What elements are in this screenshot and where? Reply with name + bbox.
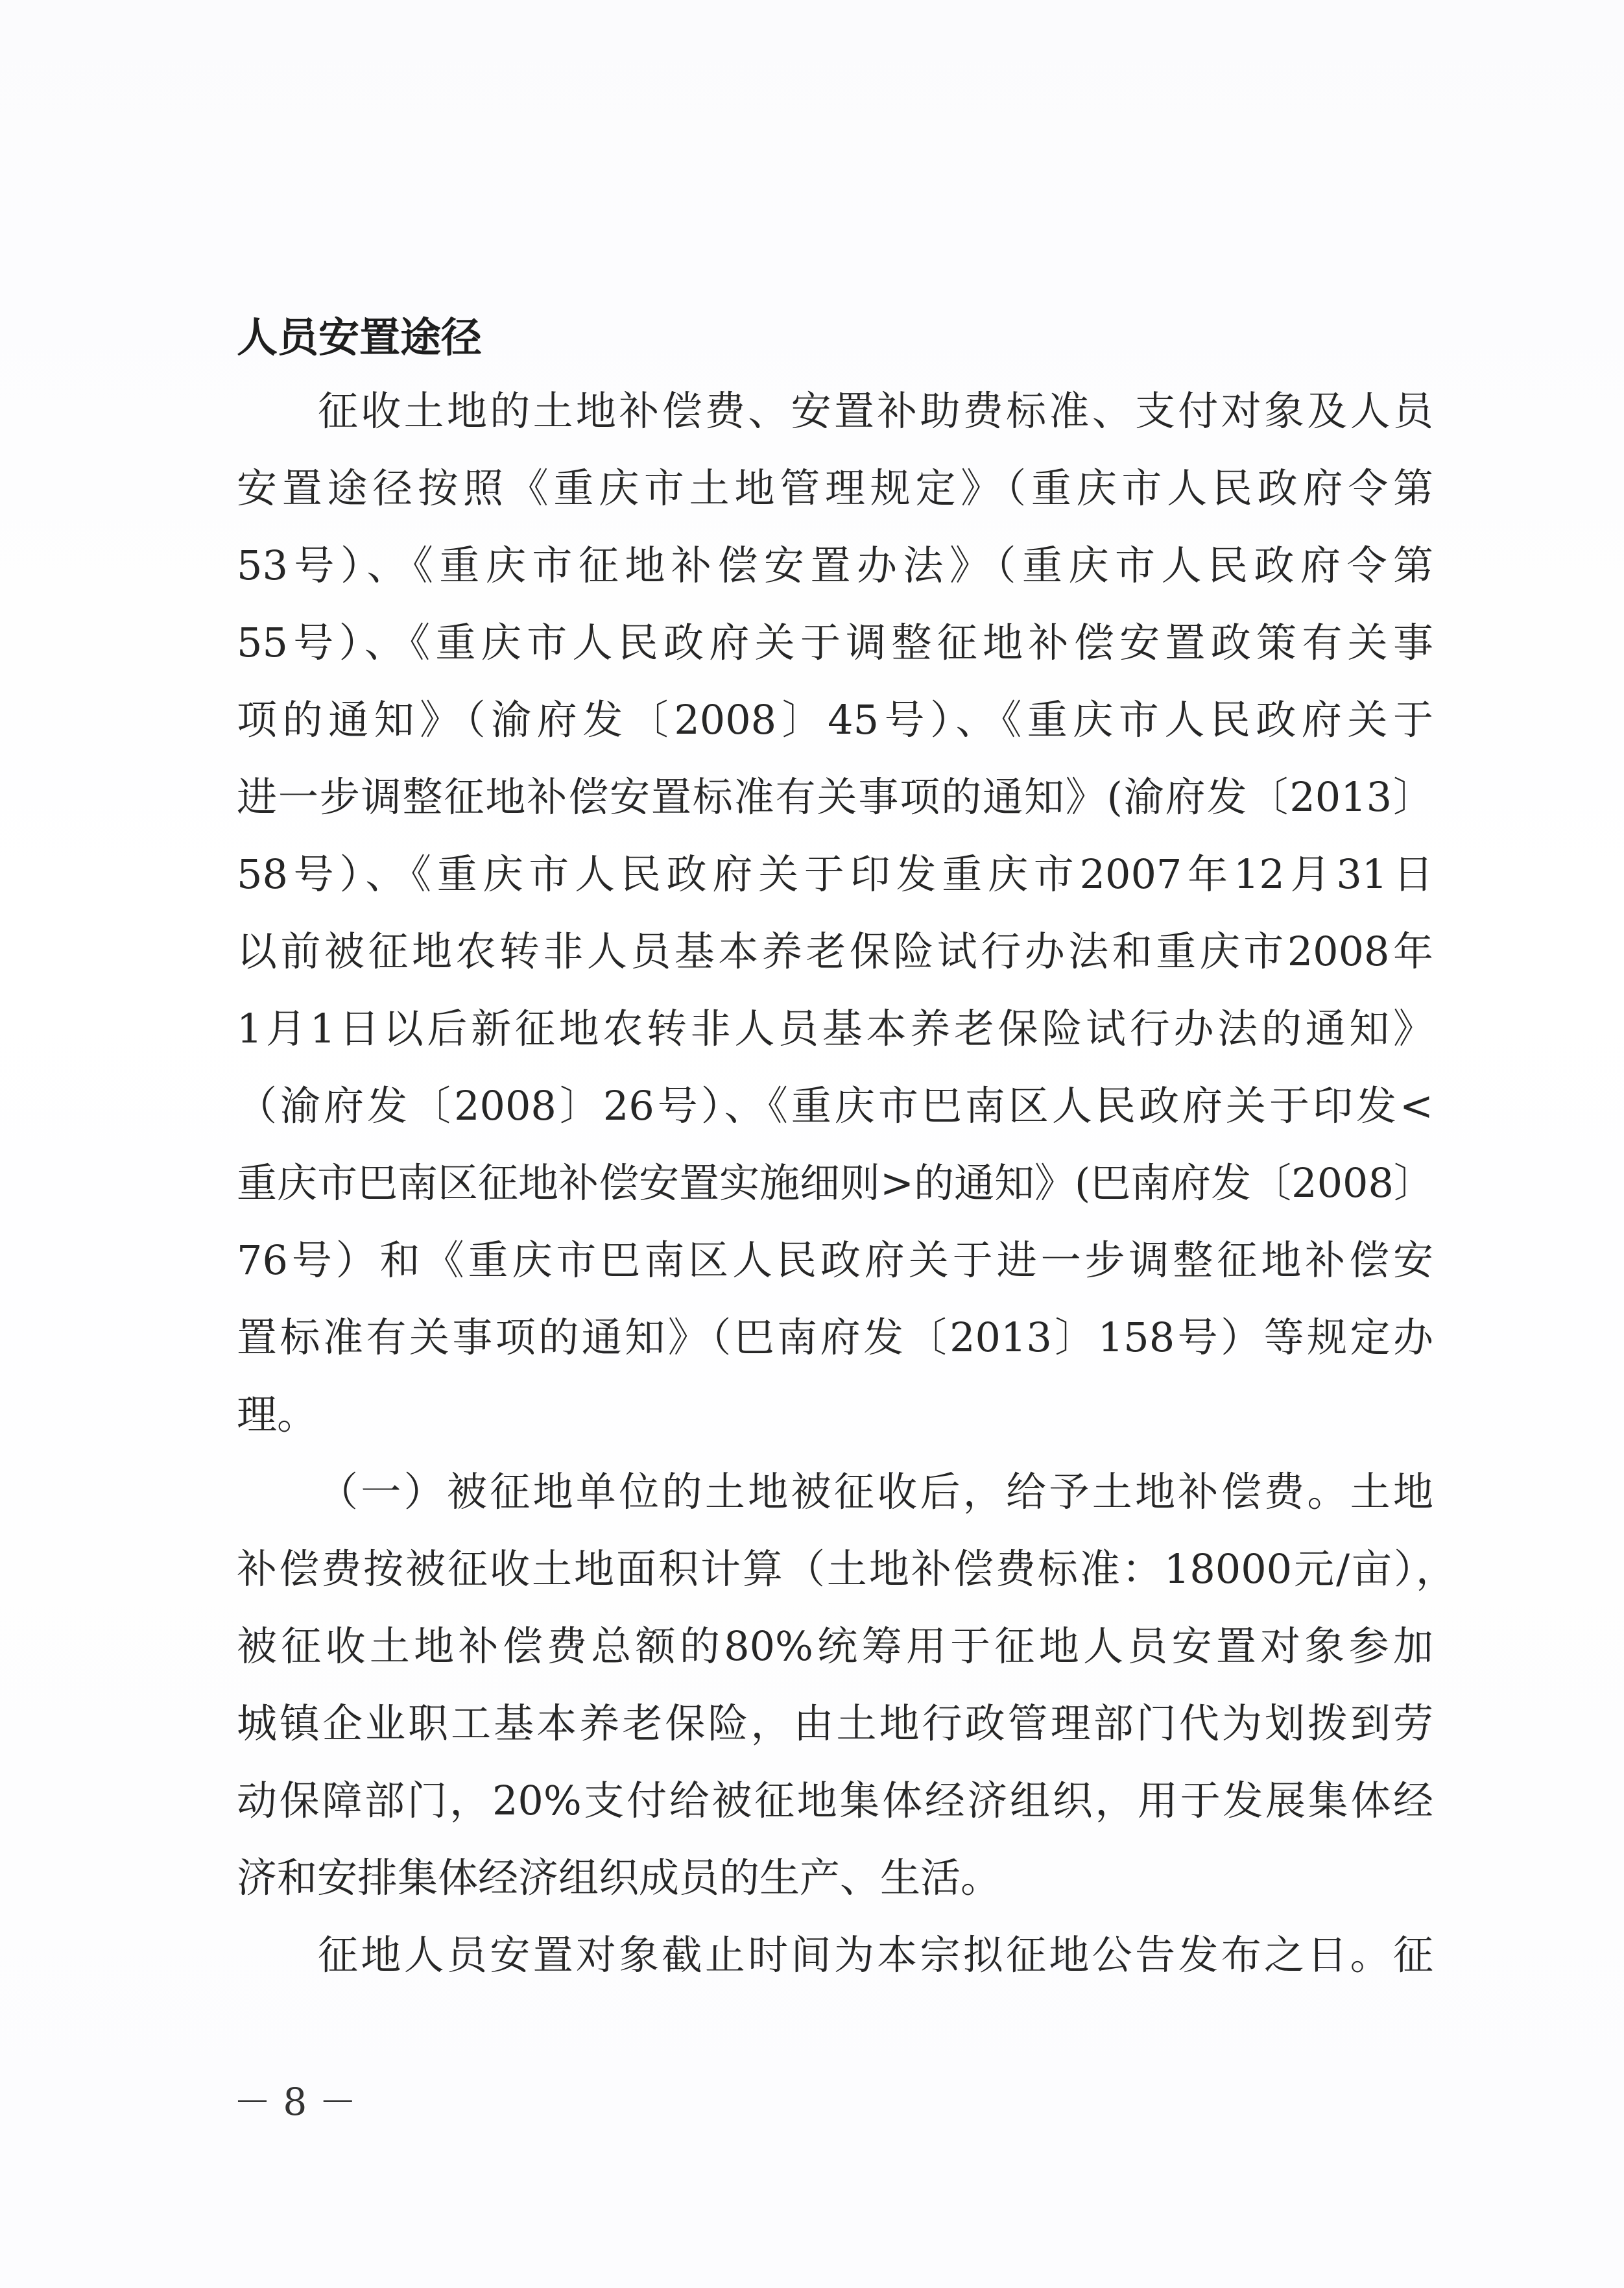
paragraph-line: 53号）、《重庆市征地补偿安置办法》（重庆市人民政府令第: [237, 542, 1433, 589]
paragraph-line: 城镇企业职工基本养老保险，由土地行政管理部门代为划拨到劳: [237, 1700, 1433, 1747]
paragraph-line: 项的通知》（渝府发〔2008〕45号）、《重庆市人民政府关于: [237, 696, 1433, 743]
page-number: － 8 －: [233, 2080, 357, 2124]
paragraph-line: 重庆市巴南区征地补偿安置实施细则>的通知》(巴南府发〔2008〕: [237, 1159, 1434, 1207]
paragraph-line: 以前被征地农转非人员基本养老保险试行办法和重庆市2008年: [237, 928, 1433, 975]
paragraph-line: 55号）、《重庆市人民政府关于调整征地补偿安置政策有关事: [237, 619, 1433, 666]
paragraph-line: 征收土地的土地补偿费、安置补助费标准、支付对象及人员: [318, 387, 1433, 435]
paragraph-line: 征地人员安置对象截止时间为本宗拟征地公告发布之日。征: [318, 1931, 1433, 1979]
paragraph-line: 置标准有关事项的通知》（巴南府发〔2013〕158号）等规定办: [237, 1314, 1433, 1361]
paragraph-line: 动保障部门，20%支付给被征地集体经济组织，用于发展集体经: [237, 1777, 1433, 1824]
paragraph-line: 安置途径按照《重庆市土地管理规定》（重庆市人民政府令第: [237, 464, 1433, 512]
paragraph-line: 被征收土地补偿费总额的80%统筹用于征地人员安置对象参加: [237, 1622, 1433, 1670]
paragraph-line: （一）被征地单位的土地被征收后，给予土地补偿费。土地: [318, 1468, 1433, 1515]
paragraph-line: （渝府发〔2008〕26号）、《重庆市巴南区人民政府关于印发<: [237, 1082, 1433, 1129]
paragraph-line: 补偿费按被征收土地面积计算（土地补偿费标准：18000元/亩），: [237, 1545, 1456, 1593]
paragraph-line: 58号）、《重庆市人民政府关于印发重庆市2007年12月31日: [237, 850, 1433, 898]
section-heading: 人员安置途径: [237, 314, 482, 361]
paragraph-line: 理。: [237, 1391, 318, 1438]
paragraph-line: 76号）和《重庆市巴南区人民政府关于进一步调整征地补偿安: [237, 1236, 1433, 1284]
paragraph-line: 1月1日以后新征地农转非人员基本养老保险试行办法的通知》: [237, 1005, 1433, 1052]
paragraph-line: 进一步调整征地补偿安置标准有关事项的通知》(渝府发〔2013〕: [237, 773, 1433, 821]
paragraph-line: 济和安排集体经济组织成员的生产、生活。: [237, 1854, 1001, 1901]
